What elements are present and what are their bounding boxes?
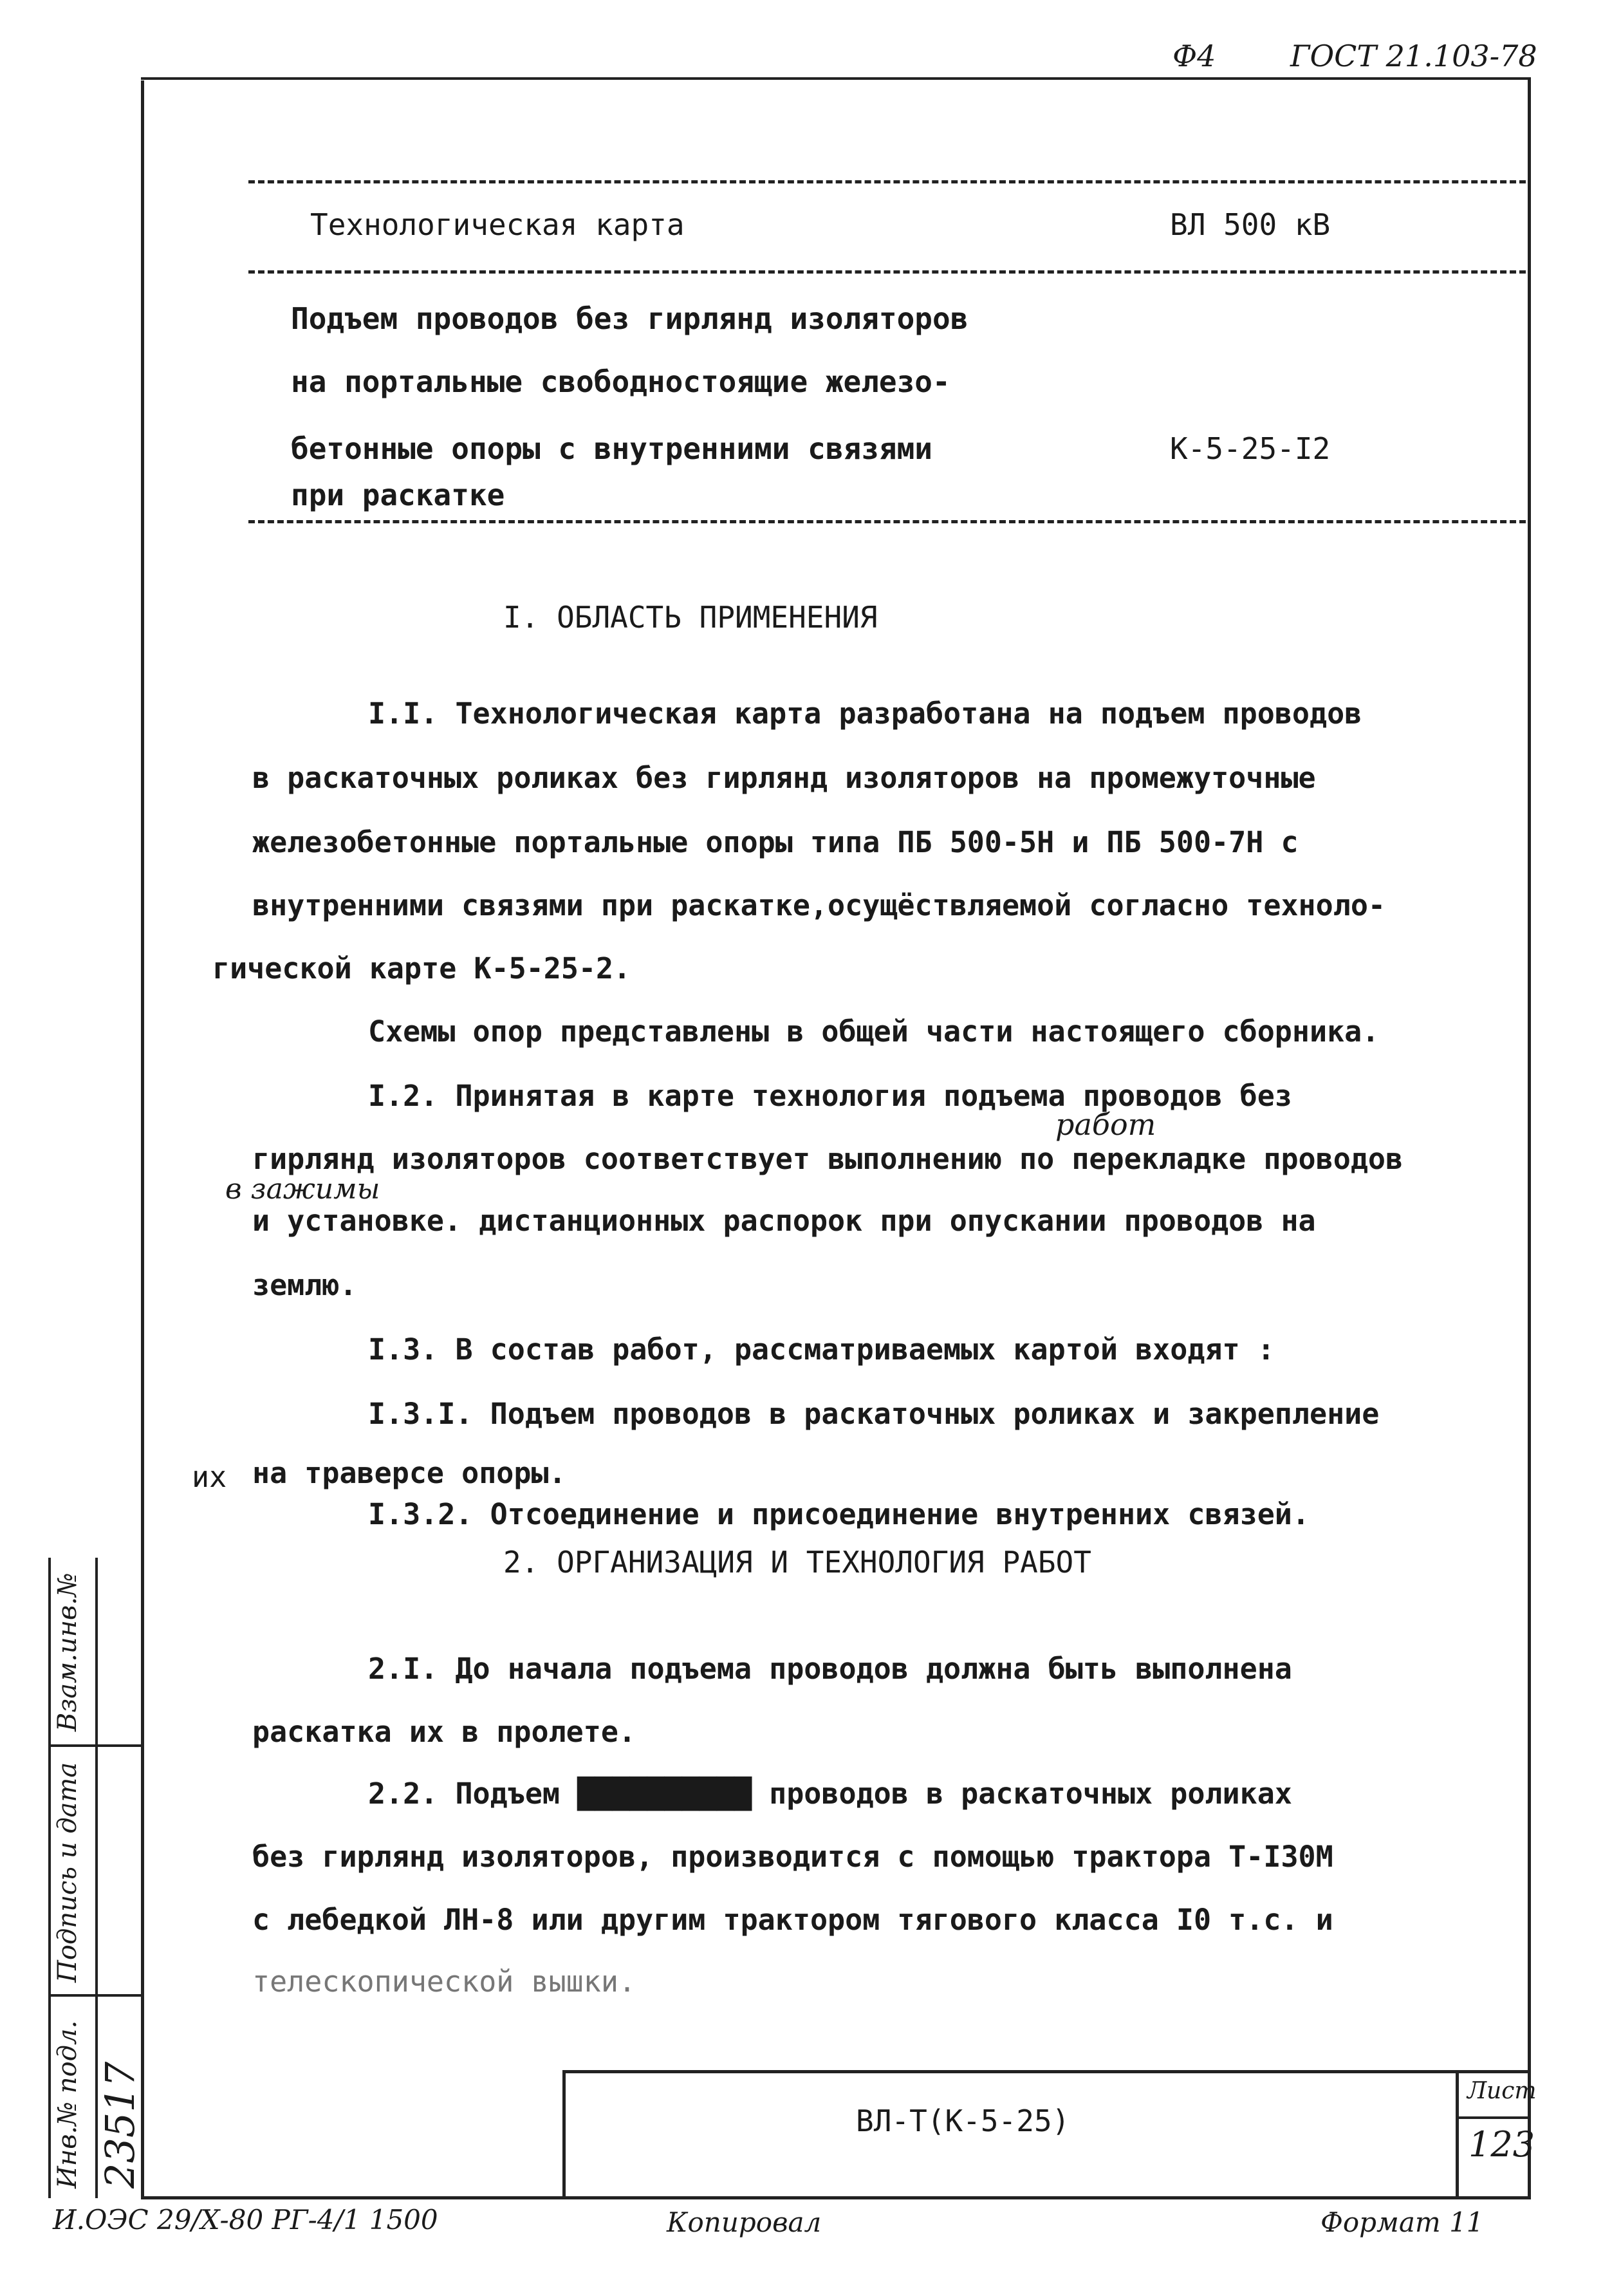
s1-line-12: I.3.I. Подъем проводов в раскаточных роликах и закрепление: [368, 1397, 1380, 1431]
section2-heading: 2. ОРГАНИЗАЦИЯ И ТЕХНОЛОГИЯ РАБОТ: [503, 1545, 1091, 1580]
voltage-class: ВЛ 500 кВ: [1170, 207, 1331, 242]
signature-date-label: Подпись и дата: [53, 1762, 82, 1983]
standard-reference: ГОСТ 21.103-78: [1290, 39, 1537, 73]
s1-line-11: I.3. В состав работ, рассматриваемых картой входят :: [368, 1332, 1275, 1367]
doc-type: Технологическая карта: [310, 207, 685, 242]
replacement-inventory-label: Взам.инв.№: [53, 1573, 82, 1731]
frame-left-border: [141, 80, 144, 2198]
margin-insert: их: [192, 1460, 227, 1494]
frame-bottom-border: [141, 2196, 1531, 2199]
s1-line-4: внутренними связями при раскатке,осущёствляемой согласно техноло-: [252, 888, 1385, 922]
header-rule-bottom: [248, 520, 1526, 523]
section1-heading: I. ОБЛАСТЬ ПРИМЕНЕНИЯ: [503, 600, 878, 635]
inventory-number: 23517: [97, 2061, 144, 2189]
side-stamp-sep-2: [48, 1994, 144, 1997]
header-rule-mid: [248, 270, 1526, 274]
side-stamp-sep-1: [48, 1744, 144, 1747]
s2-line-5: с лебедкой ЛН-8 или другим трактором тягового класса I0 т.с. и: [252, 1903, 1333, 1937]
s2-line-2: раскатка их в пролете.: [252, 1715, 636, 1749]
s1-line-13: на траверсе опоры.: [252, 1456, 566, 1490]
sheet-label: Лист: [1467, 2078, 1537, 2104]
paper-format: Формат 11: [1320, 2207, 1484, 2238]
frame-right-border: [1528, 77, 1531, 2198]
s2-line-1: 2.I. До начала подъема проводов должна быть выполнена: [368, 1652, 1292, 1686]
title-block-top-rule: [562, 2070, 1528, 2073]
title-block-sheet-split: [1456, 2116, 1528, 2119]
s1-line-9: и установке. дистанционных распорок при опускании проводов на: [252, 1204, 1316, 1238]
side-stamp-rule-1: [48, 1558, 51, 2198]
card-number: К-5-25-I2: [1170, 431, 1331, 466]
s1-line-8: гирлянд изоляторов соответствует выполнению по перекладке проводов: [252, 1142, 1404, 1176]
sheet-number: 123: [1468, 2124, 1535, 2165]
s2-line-3: 2.2. Подъем ██████████ проводов в раскаточных роликах: [368, 1777, 1292, 1811]
inventory-label: Инв.№ подл.: [53, 2020, 82, 2189]
s1-line-10: землю.: [252, 1268, 357, 1302]
s1-line-7: I.2. Принятая в карте технология подъема проводов без: [368, 1079, 1292, 1113]
title-block-sheet-rule: [1456, 2070, 1459, 2199]
s1-line-14: I.3.2. Отсоединение и присоединение внутренних связей.: [368, 1497, 1310, 1531]
s2-line-4: без гирлянд изоляторов, производится с помощью трактора Т-I30М: [252, 1840, 1333, 1874]
title-line-2: на портальные свободностоящие железо-: [291, 364, 950, 399]
s1-line-2: в раскаточных роликах без гирлянд изоляторов на промежуточные: [252, 761, 1316, 795]
title-line-4: при раскатке: [291, 478, 505, 512]
s1-line-5: гической карте К-5-25-2.: [212, 951, 631, 985]
sheet-mark: Ф4: [1172, 39, 1216, 73]
registration-note: И.ОЭС 29/Х-80 РГ-4/1 1500: [53, 2204, 438, 2235]
document-code: ВЛ-Т(К-5-25): [856, 2104, 1070, 2138]
header-rule-top: [248, 180, 1526, 183]
s1-line-6: Схемы опор представлены в общей части настоящего сборника.: [368, 1014, 1380, 1049]
title-line-1: Подъем проводов без гирлянд изоляторов: [291, 301, 968, 336]
copied-by-label: Копировал: [667, 2207, 822, 2238]
s2-line-6: телескопической вышки.: [252, 1965, 636, 1999]
s1-line-3: железобетонные портальные опоры типа ПБ 500-5Н и ПБ 500-7Н с: [252, 825, 1299, 859]
frame-top-border: [141, 77, 1531, 80]
handwritten-insert-zazhimy: в зажимы: [225, 1173, 380, 1206]
handwritten-insert-rabot: работ: [1055, 1107, 1156, 1142]
title-block-left-rule: [562, 2070, 566, 2199]
s1-line-1: I.I. Технологическая карта разработана на подъем проводов: [368, 696, 1362, 731]
title-line-3: бетонные опоры с внутренними связями: [291, 431, 932, 466]
